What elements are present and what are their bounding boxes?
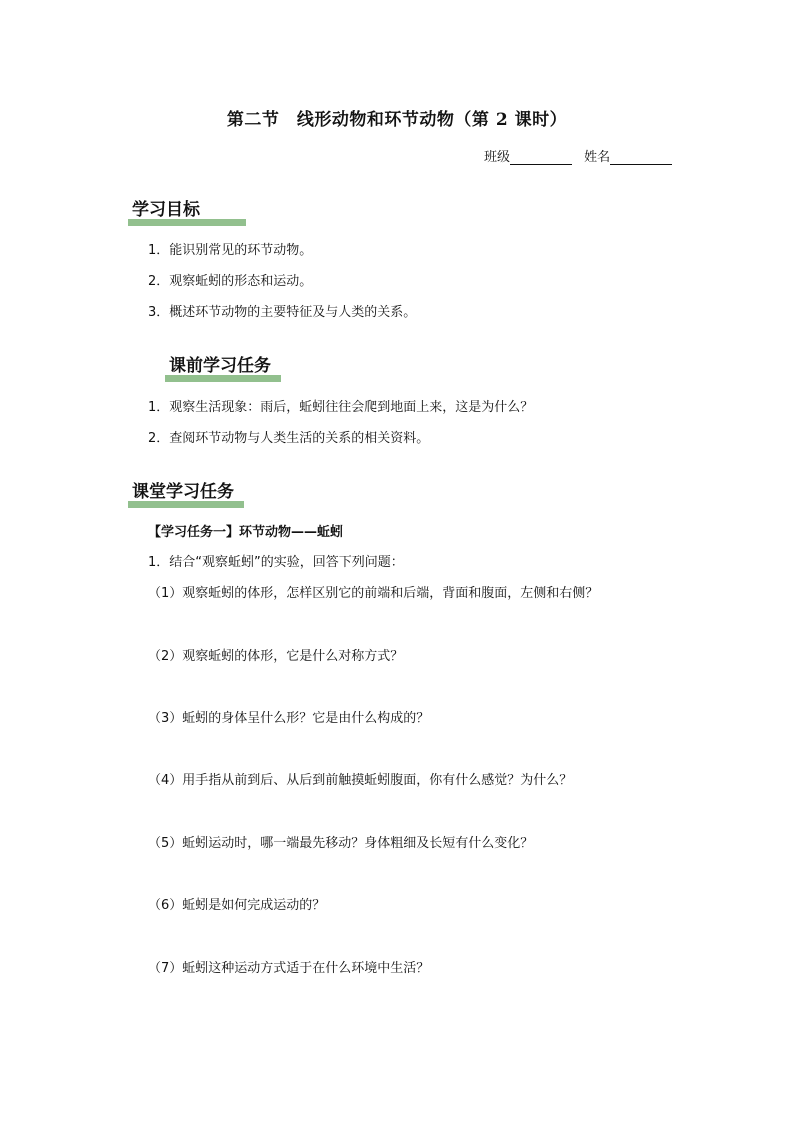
pre-task-item: 2．查阅环节动物与人类生活的关系的相关资料。 <box>148 431 430 446</box>
name-blank <box>610 152 672 165</box>
section-heading-pre-tasks: 课前学习任务 <box>169 351 271 376</box>
goal-item: 2．观察蚯蚓的形态和运动。 <box>148 274 313 289</box>
goal-item: 1．能识别常见的环节动物。 <box>148 243 313 258</box>
question-item: （1）观察蚯蚓的体形，怎样区别它的前端和后端，背面和腹面，左侧和右侧？ <box>148 586 599 601</box>
question-item: （4）用手指从前到后、从后到前触摸蚯蚓腹面，你有什么感觉？为什么？ <box>148 773 573 788</box>
task-intro: 1．结合“观察蚯蚓”的实验，回答下列问题： <box>148 555 404 570</box>
question-item: （3）蚯蚓的身体呈什么形？它是由什么构成的？ <box>148 711 430 726</box>
goal-item: 3．概述环节动物的主要特征及与人类的关系。 <box>148 305 417 320</box>
question-item: （6）蚯蚓是如何完成运动的？ <box>148 898 326 913</box>
heading-underline <box>165 375 281 382</box>
section-heading-class-tasks: 课堂学习任务 <box>132 477 234 502</box>
task-subheading: 【学习任务一】环节动物——蚯蚓 <box>148 525 344 540</box>
name-label: 姓名 <box>584 150 611 165</box>
heading-underline <box>128 219 246 226</box>
question-item: （5）蚯蚓运动时，哪一端最先移动？身体粗细及长短有什么变化？ <box>148 836 534 851</box>
question-item: （7）蚯蚓这种运动方式适于在什么环境中生活？ <box>148 961 430 976</box>
section-heading-goals: 学习目标 <box>132 195 200 220</box>
heading-underline <box>128 501 244 508</box>
question-item: （2）观察蚯蚓的体形，它是什么对称方式？ <box>148 649 404 664</box>
class-blank <box>510 152 572 165</box>
class-label: 班级 <box>484 150 511 165</box>
pre-task-item: 1．观察生活现象：雨后，蚯蚓往往会爬到地面上来，这是为什么？ <box>148 400 534 415</box>
class-name-line <box>484 146 672 165</box>
page-title: 第二节 线形动物和环节动物（第 2 课时） <box>226 110 568 130</box>
